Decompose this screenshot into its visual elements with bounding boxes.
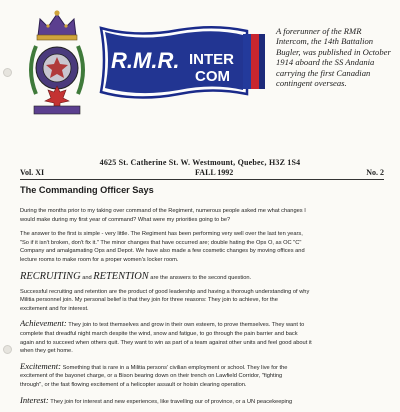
tagline-line: A forerunner of the RMR — [276, 26, 362, 36]
paragraph-intro: During the months prior to my taking over command of the Regiment, numerous people asked me what changes I would make during my first year of command? What were my priorities going to be? — [20, 208, 306, 223]
paragraph-recruiting: RECRUITING and RETENTION are the answers to the second question. — [20, 270, 252, 282]
banner-inter: INTER — [189, 51, 234, 68]
binder-hole-top — [3, 68, 12, 77]
mailing-address: 4625 St. Catherine St. W. Westmount, Quebec, H3Z 1S4 — [99, 158, 301, 167]
tagline-line: 1914 aboard the SS Andania — [276, 57, 375, 68]
issue-info-row — [20, 168, 384, 180]
article-body — [20, 207, 388, 412]
banner-title: R.M.R. — [111, 48, 180, 73]
article-heading: The Commanding Officer Says — [20, 185, 154, 195]
tagline-line: Bugler, was published in October — [276, 46, 391, 57]
interest-lead: Interest: — [20, 395, 49, 405]
issue-number: No. 2 — [366, 168, 384, 177]
crown-icon — [37, 10, 77, 40]
tagline-note — [276, 26, 396, 88]
rmr-intercom-banner-logo — [97, 24, 267, 102]
recruiting-lead: RECRUITING — [20, 270, 81, 282]
paragraph-excitement: Excitement: Something that is rare in a Militia persons' civilian employment or school. They live for the excitement of the bayonet charge, or a Bison bearing down on their trench on Lawfield Corridor, "fighting through", or the fast flowing excitement of a helicopter assault or hoisin clearing operation. — [20, 361, 288, 388]
tagline-line: Intercom, the 14th Battalion — [276, 36, 374, 47]
paragraph-achievement: Achievement: They join to test themselves and grow in their own esteem, to prove themselves. They want to complete that dreadful night march despite the wind, snow and fatigue, to go through the pain barrier and back again and to succeed when others quit. They want to win as part of a team against other units and feel good about it when they get home. — [20, 319, 312, 355]
paragraph-interest: Interest: They join for interest and new experiences, like travelling our of province, or a UN peacekeeping — [20, 395, 293, 405]
banner-com: COM — [195, 68, 230, 85]
binder-hole-bottom — [3, 345, 12, 354]
excitement-lead: Excitement: — [20, 361, 62, 371]
paragraph-changes: The answer to the first is simple - very little. The Regiment has been performing very well over the last ten years, "So if it isn't broken, don't fix it." The minor changes that have occurred are; double hating the Ops O, as OC "C" Company and amalgamating Ops and Depot. We have also made a few cosmetic changes by moving offices and lecture rooms to make room for a proper women's locker room. — [20, 231, 305, 263]
issue-season: FALL 1992 — [195, 168, 234, 177]
regimental-crest-emblem — [24, 6, 90, 118]
achievement-lead: Achievement: — [20, 319, 67, 329]
maple-leaf-icon — [45, 86, 69, 109]
tagline-line: carrying the first Canadian — [276, 67, 371, 78]
retention-lead: RETENTION — [93, 270, 149, 282]
tagline-line: contingent overseas. — [276, 78, 347, 89]
paragraph-reasons: Successful recruiting and retention are the product of good leadership and having a thorough understanding of why Militia personnel join. My personal belief is that they join for three reasons: They join to achieve, for the excitement and for interest. — [20, 288, 310, 312]
volume-number: Vol. XI — [20, 168, 45, 177]
